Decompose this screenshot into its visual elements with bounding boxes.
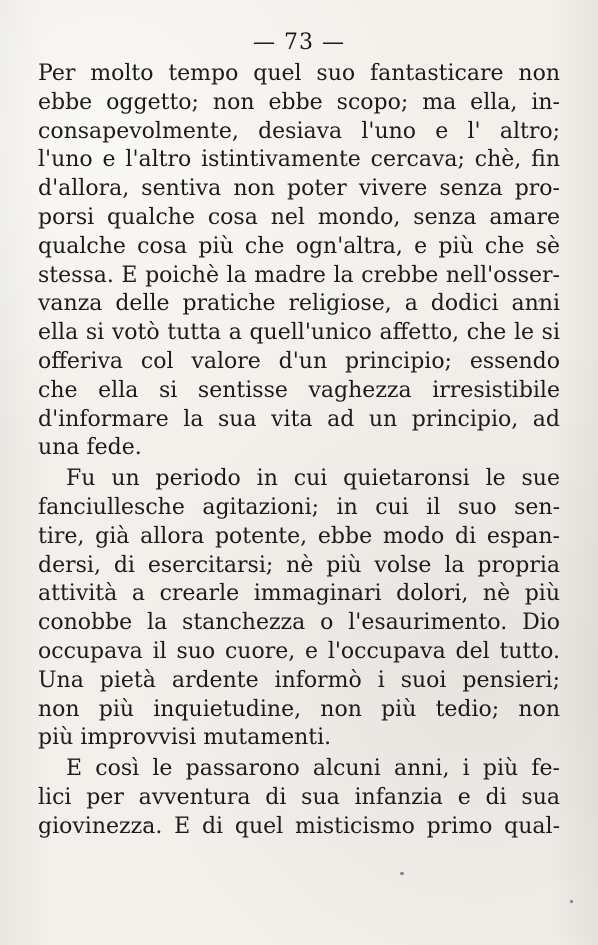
text-line: ebbe oggetto; non ebbe scopo; ma ella, in- bbox=[38, 89, 560, 115]
text-line: porsi qualche cosa nel mondo, senza amare bbox=[38, 204, 560, 230]
text-line: ella si votò tutta a quell'unico affetto, che le si bbox=[38, 320, 560, 346]
ink-speck bbox=[145, 822, 150, 824]
text-line: dersi, di esercitarsi; nè più volse la propria bbox=[38, 552, 560, 578]
text-line: conobbe la stanchezza o l'esaurimento. Dio bbox=[38, 610, 560, 636]
ink-speck bbox=[400, 872, 404, 875]
text-line: E così le passarono alcuni anni, i più fe- bbox=[66, 756, 560, 782]
text-line: offeriva col valore d'un principio; essendo bbox=[38, 348, 560, 374]
text-line: qualche cosa più che ogn'altra, e più che sè bbox=[38, 233, 560, 259]
text-line: vanza delle pratiche religiose, a dodici anni bbox=[38, 291, 560, 317]
text-line: più improvvisi mutamenti. bbox=[38, 725, 332, 751]
page-number: — 73 — bbox=[253, 30, 345, 55]
text-line: attività a crearle immaginari dolori, nè più bbox=[38, 581, 560, 607]
text-line: Una pietà ardente informò i suoi pensieri; bbox=[38, 667, 560, 693]
ink-speck bbox=[570, 900, 573, 903]
text-line: lici per avventura di sua infanzia e di sua bbox=[38, 784, 560, 810]
text-line: stessa. E poichè la madre la crebbe nell'osser- bbox=[38, 262, 560, 288]
text-line: Fu un periodo in cui quietaronsi le sue bbox=[66, 466, 560, 492]
body-text bbox=[38, 60, 560, 842]
text-line: tire, già allora potente, ebbe modo di espan- bbox=[38, 523, 560, 549]
text-line: Per molto tempo quel suo fantasticare non bbox=[38, 61, 560, 86]
text-line: d'informare la sua vita ad un principio, ad bbox=[38, 406, 560, 432]
text-line: consapevolmente, desiava l'uno e l' altro; bbox=[38, 118, 560, 144]
text-line: non più inquietudine, non più tedio; non bbox=[38, 696, 560, 722]
ink-speck bbox=[538, 300, 540, 302]
text-line: occupava il suo cuore, e l'occupava del tutto. bbox=[38, 638, 560, 664]
text-line: l'uno e l'altro istintivamente cercava; chè, fin bbox=[38, 147, 560, 173]
text-line: una fede. bbox=[38, 435, 142, 461]
text-line: fanciullesche agitazioni; in cui il suo sen- bbox=[38, 494, 560, 520]
text-line: che ella si sentisse vaghezza irresistibile bbox=[38, 377, 560, 403]
text-line: giovinezza. E di quel misticismo primo qual- bbox=[38, 813, 560, 839]
text-line: d'allora, sentiva non poter vivere senza pro- bbox=[38, 176, 560, 202]
